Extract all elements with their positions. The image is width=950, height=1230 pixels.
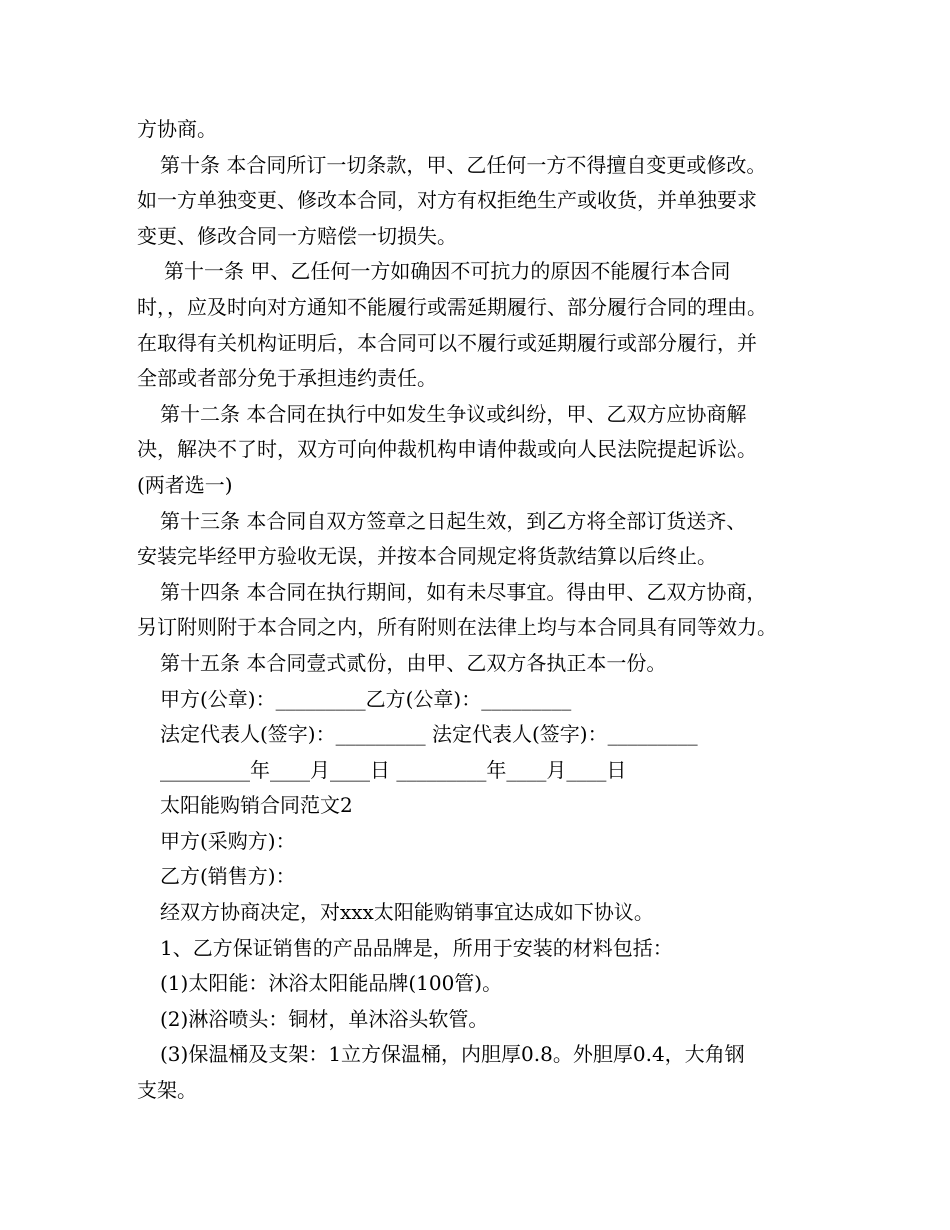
item-1-1: (1)太阳能：沐浴太阳能品牌(100管)。	[160, 971, 503, 996]
text-line: 变更、修改合同一方赔偿一切损失。	[137, 223, 457, 248]
clause-13: 第十三条 本合同自双方签章之日起生效，到乙方将全部订货送齐、	[160, 508, 747, 533]
text-line: 时，，应及时向对方通知不能履行或需延期履行、部分履行合同的理由。	[137, 294, 767, 319]
clause-11: 第十一条 甲、乙任何一方如确因不可抗力的原因不能履行本合同	[164, 259, 731, 284]
text-line: 另订附则附于本合同之内，所有附则在法律上均与本合同具有同等效力。	[137, 615, 777, 640]
signature-line: 法定代表人(签字)：_________ 法定代表人(签字)：_________	[160, 722, 698, 747]
document-body	[137, 112, 837, 1109]
text-line: 安装完毕经甲方验收无误，并按本合同规定将货款结算以后终止。	[137, 544, 717, 569]
section-title: 太阳能购销合同范文2	[160, 793, 353, 818]
item-1: 1、乙方保证销售的产品品牌是，所用于安装的材料包括：	[160, 935, 673, 960]
clause-15: 第十五条 本合同壹式贰份，由甲、乙双方各执正本一份。	[160, 650, 667, 675]
text-line: 在取得有关机构证明后，本合同可以不履行或延期履行或部分履行，并	[137, 330, 757, 355]
text-line: 如一方单独变更、修改本合同，对方有权拒绝生产或收货，并单独要求	[137, 188, 757, 213]
agreement-intro: 经双方协商决定，对xxx太阳能购销事宜达成如下协议。	[160, 900, 654, 925]
clause-12: 第十二条 本合同在执行中如发生争议或纠纷，甲、乙双方应协商解	[160, 401, 747, 426]
text-line: (两者选一)	[137, 472, 233, 497]
seal-line: 甲方(公章)：_________乙方(公章)：_________	[160, 686, 572, 711]
clause-14: 第十四条 本合同在执行期间，如有未尽事宜。得由甲、乙双方协商，	[160, 579, 767, 604]
item-1-2: (2)淋浴喷头：铜材，单沐浴头软管。	[160, 1006, 489, 1031]
text-line: 全部或者部分免于承担违约责任。	[137, 366, 437, 391]
party-b-line: 乙方(销售方)：	[160, 864, 296, 889]
text-line: 决，解决不了时，双方可向仲裁机构申请仲裁或向人民法院提起诉讼。	[137, 437, 757, 462]
party-a-line: 甲方(采购方)：	[160, 828, 296, 853]
date-line: _________年____月____日 _________年____月____日	[160, 757, 627, 782]
text-line: 支架。	[137, 1078, 197, 1103]
text-line: 方协商。	[137, 117, 217, 141]
clause-10: 第十条 本合同所订一切条款，甲、乙任何一方不得擅自变更或修改。	[160, 152, 767, 177]
item-1-3: (3)保温桶及支架：1立方保温桶，内胆厚0.8。外胆厚0.4，大角钢	[160, 1042, 745, 1067]
